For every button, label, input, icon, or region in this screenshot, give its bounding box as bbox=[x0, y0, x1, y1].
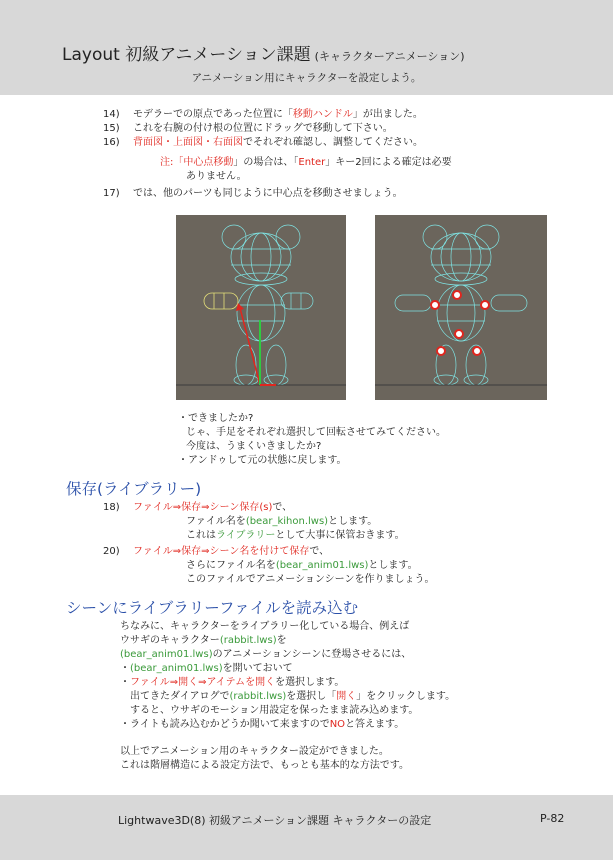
bullet-dot: ・ bbox=[120, 677, 130, 688]
bear-wireframe-left bbox=[176, 215, 346, 400]
file-name: (rabbit.lws) bbox=[219, 635, 277, 646]
bullet-2: じゃ、手足をそれぞれ選択して回転させてみてください。 bbox=[186, 427, 446, 438]
step-text: 」が出ました。 bbox=[352, 109, 423, 120]
page-subtitle: アニメーション用にキャラクターを設定しよう。 bbox=[191, 72, 422, 84]
step-num: 16) bbox=[103, 137, 120, 148]
step-16 bbox=[103, 136, 423, 150]
page-number: P-82 bbox=[540, 812, 565, 825]
footer-text: Lightwave3D(8) 初級アニメーション課題 キャラクターの設定 bbox=[118, 814, 432, 827]
viewport-image-left bbox=[176, 215, 346, 400]
load-line-8 bbox=[120, 718, 404, 732]
step-text: これを右腕の付け根の位置にドラッグで移動して下さい。 bbox=[133, 123, 393, 134]
step-20 bbox=[103, 545, 329, 559]
section-heading-load: シーンにライブラリーファイルを読み込む bbox=[66, 599, 359, 617]
bullet-dot: ・ bbox=[120, 663, 130, 674]
step-highlight: 背面図・上面図・右面図 bbox=[133, 137, 243, 148]
step-20-line2 bbox=[186, 559, 418, 573]
load-line-4 bbox=[120, 662, 293, 676]
step-highlight: 移動ハンドル bbox=[292, 109, 353, 120]
load-line-5 bbox=[120, 676, 344, 690]
step-text: ファイル名を bbox=[186, 516, 246, 527]
note-line bbox=[160, 156, 452, 170]
note-text: 」の場合は、「 bbox=[233, 157, 299, 168]
summary-line-2: これは階層構造による設定方法で、もっとも基本的な方法です。 bbox=[120, 760, 409, 771]
load-line-1: ちなみに、キャラクターをライブラリー化している場合、例えば bbox=[120, 621, 410, 632]
step-text: として大事に保管おきます。 bbox=[275, 530, 405, 541]
load-text: と答えます。 bbox=[345, 719, 405, 730]
step-text: で、 bbox=[309, 546, 330, 557]
file-name: (bear_anim01.lws) bbox=[120, 649, 213, 660]
step-text: でそれぞれ確認し、調整してください。 bbox=[243, 137, 423, 148]
step-num: 18) bbox=[103, 502, 120, 513]
step-num: 15) bbox=[103, 123, 120, 134]
bullet-3: 今度は、うまくいきましたか? bbox=[186, 441, 322, 452]
load-text: を選択し「 bbox=[286, 691, 337, 702]
note-line-2: ありません。 bbox=[186, 171, 247, 182]
step-text: モデラーでの原点であった位置に「 bbox=[133, 109, 293, 120]
file-name: (rabbit.lws) bbox=[229, 691, 287, 702]
note-label: 注:「 bbox=[160, 157, 184, 168]
note-text: 」キー2回による確定は必要 bbox=[325, 157, 452, 168]
load-text: を bbox=[276, 635, 287, 646]
step-15 bbox=[103, 122, 393, 136]
load-text: 」をクリックします。 bbox=[356, 691, 456, 702]
step-18 bbox=[103, 501, 292, 515]
bullet-1: ・できましたか? bbox=[178, 413, 254, 424]
button-name: 開く bbox=[336, 691, 357, 702]
load-text: 出てきたダイアログで bbox=[130, 691, 230, 702]
load-text: ・ライトも読み込むかどうか聞いて来ますので bbox=[120, 719, 330, 730]
step-highlight: ファイル⇒保存⇒シーン保存(s) bbox=[133, 502, 273, 513]
step-20-line3: このファイルでアニメーションシーンを作りましょう。 bbox=[186, 574, 435, 585]
file-name: (bear_kihon.lws) bbox=[245, 516, 329, 527]
load-text: ウサギのキャラクター bbox=[120, 635, 220, 646]
bear-wireframe-right bbox=[375, 215, 547, 400]
step-text: で、 bbox=[272, 502, 293, 513]
step-text: これは bbox=[186, 530, 216, 541]
note-highlight: 中心点移動 bbox=[183, 157, 234, 168]
menu-path: ファイル⇒開く⇒アイテムを開く bbox=[130, 677, 276, 688]
load-line-2 bbox=[120, 634, 287, 648]
step-num: 20) bbox=[103, 546, 120, 557]
title-text: Layout 初級アニメーション課題 bbox=[62, 45, 311, 65]
step-17 bbox=[103, 187, 403, 201]
summary-line-1: 以上でアニメーション用のキャラクター設定ができました。 bbox=[120, 746, 389, 757]
file-name: (bear_anim01.lws) bbox=[130, 663, 223, 674]
load-text: のアニメーションシーンに登場させるには、 bbox=[212, 649, 412, 660]
step-highlight: ライブラリー bbox=[216, 530, 276, 541]
step-18-line2 bbox=[186, 515, 377, 529]
load-text: を開いておいて bbox=[222, 663, 293, 674]
step-text: とします。 bbox=[368, 560, 418, 571]
viewport-image-right bbox=[375, 215, 547, 400]
bullet-4: ・アンドゥして元の状態に戻します。 bbox=[178, 455, 347, 466]
load-line-7: すると、ウサギのモーション用設定を保ったまま読み込めます。 bbox=[130, 705, 419, 716]
load-text: を選択します。 bbox=[275, 677, 345, 688]
note-highlight: Enter bbox=[298, 157, 326, 168]
step-text: では、他のパーツも同じように中心点を移動させましょう。 bbox=[133, 188, 403, 199]
load-line-6 bbox=[130, 690, 455, 704]
step-14 bbox=[103, 108, 423, 122]
step-text: さらにファイル名を bbox=[186, 560, 276, 571]
step-num: 14) bbox=[103, 109, 120, 120]
step-highlight: ファイル⇒保存⇒シーン名を付けて保存 bbox=[133, 546, 310, 557]
section-heading-save: 保存(ライブラリー) bbox=[66, 480, 202, 498]
load-line-3 bbox=[120, 648, 411, 662]
file-name: (bear_anim01.lws) bbox=[275, 560, 369, 571]
page-title bbox=[62, 40, 465, 65]
title-sub: (キャラクターアニメーション) bbox=[314, 50, 465, 63]
answer-highlight: NO bbox=[329, 719, 346, 730]
step-num: 17) bbox=[103, 188, 120, 199]
step-18-line3 bbox=[186, 529, 405, 543]
step-text: とします。 bbox=[328, 516, 378, 527]
